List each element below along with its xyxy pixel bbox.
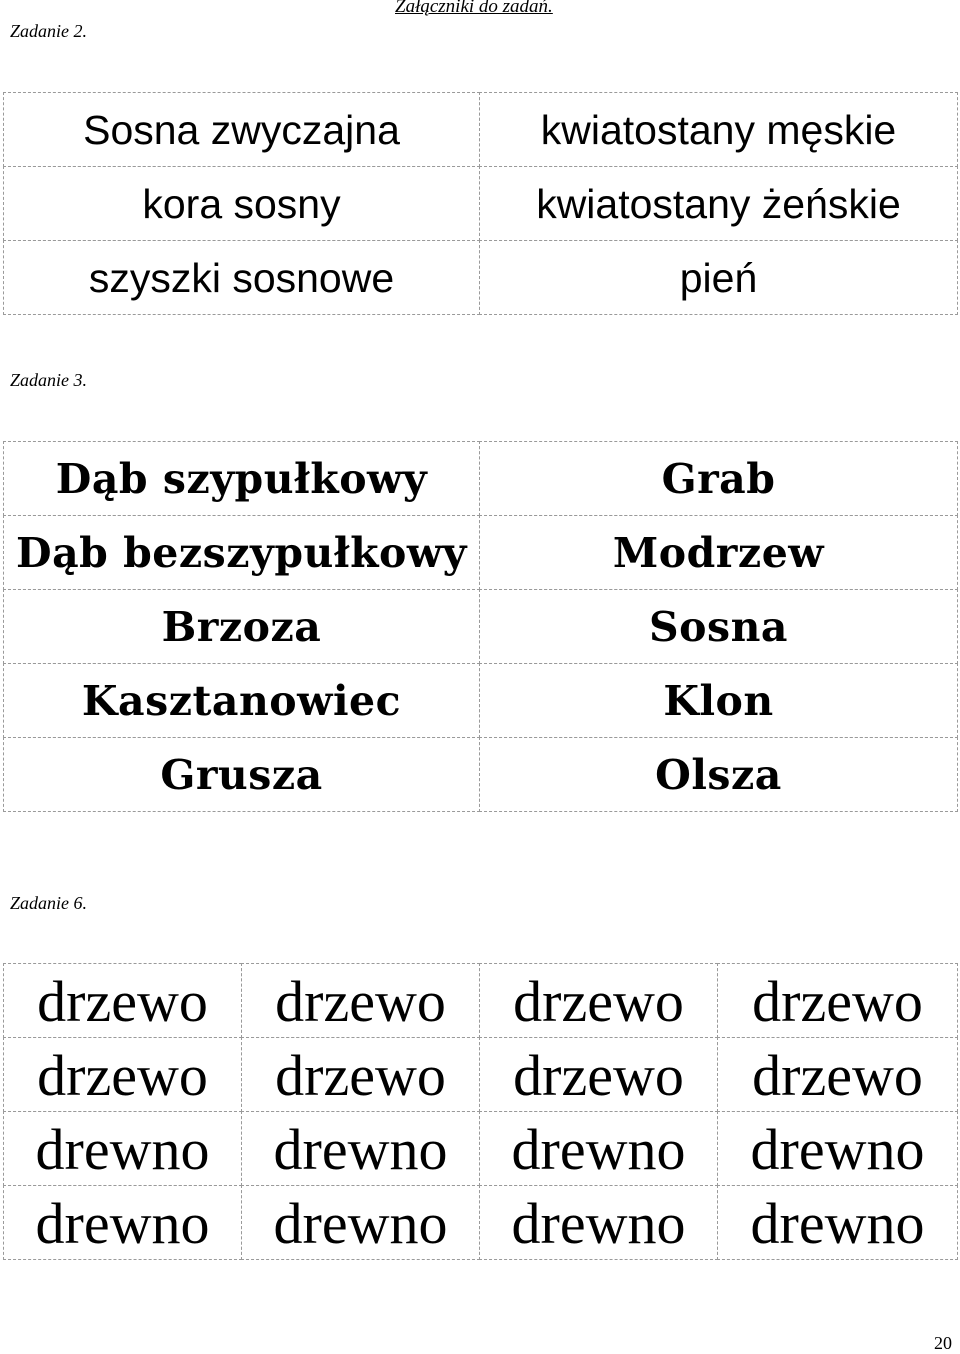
task3-card: Sosna (479, 589, 958, 664)
task6-card: drzewo (3, 963, 242, 1038)
task2-card: kwiatostany męskie (479, 92, 958, 167)
task6-card: drzewo (717, 1037, 958, 1112)
task6-card: drewno (717, 1185, 958, 1260)
task6-label: Zadanie 6. (10, 893, 88, 913)
task6-card: drzewo (241, 1037, 480, 1112)
task3-card: Grab (479, 441, 958, 516)
task6-card: drewno (479, 1111, 718, 1186)
task6-card: drewno (3, 1185, 242, 1260)
task3-card: Modrzew (479, 515, 958, 590)
task6-card-grid (4, 964, 958, 1260)
task2-label: Zadanie 2. (10, 21, 88, 41)
task2-card: szyszki sosnowe (3, 240, 480, 315)
attachments-link[interactable]: Załączniki do zadań. (395, 0, 553, 17)
task6-card: drzewo (479, 963, 718, 1038)
task6-card: drewno (3, 1111, 242, 1186)
task3-card: Dąb szypułkowy (3, 441, 480, 516)
task2-card: pień (479, 240, 958, 315)
task3-card: Olsza (479, 737, 958, 812)
task6-card: drzewo (3, 1037, 242, 1112)
task2-card: kwiatostany żeńskie (479, 166, 958, 241)
task6-card: drzewo (241, 963, 480, 1038)
task2-card: kora sosny (3, 166, 480, 241)
task6-card: drzewo (479, 1037, 718, 1112)
task6-card: drewno (241, 1185, 480, 1260)
page-number: 20 (934, 1333, 952, 1353)
task3-card: Dąb bezszypułkowy (3, 515, 480, 590)
task3-card: Grusza (3, 737, 480, 812)
task6-card: drzewo (717, 963, 958, 1038)
task3-card: Kasztanowiec (3, 663, 480, 738)
task2-card: Sosna zwyczajna (3, 92, 480, 167)
task6-card: drewno (479, 1185, 718, 1260)
task3-card-grid (4, 442, 958, 812)
task3-card: Brzoza (3, 589, 480, 664)
task3-card: Klon (479, 663, 958, 738)
task2-card-grid (4, 93, 958, 315)
task6-card: drewno (717, 1111, 958, 1186)
task3-label: Zadanie 3. (10, 370, 88, 390)
task6-card: drewno (241, 1111, 480, 1186)
